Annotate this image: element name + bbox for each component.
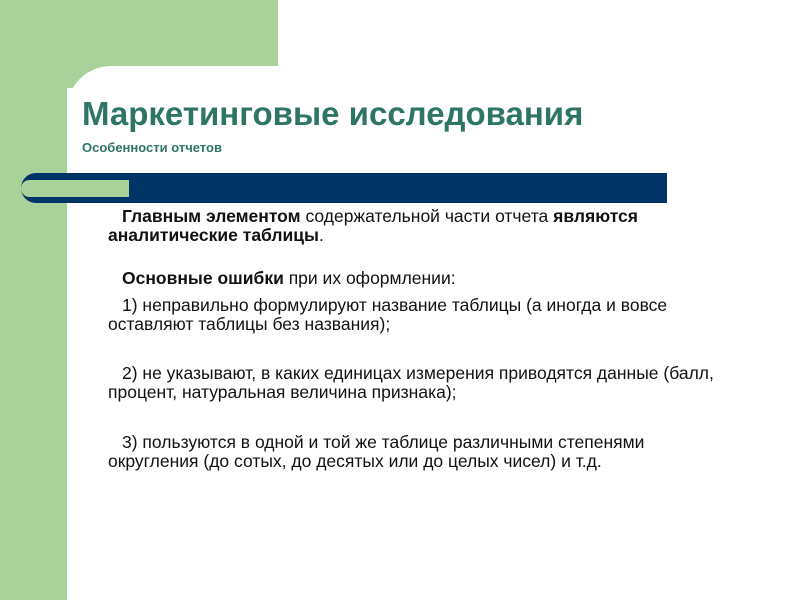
- list-item-2: 2) не указывают, в каких единицах измерения приводятся данные (балл, процент, натуральная величина признака);: [108, 363, 714, 402]
- main-bold-2: являются аналитические таблицы: [108, 206, 638, 245]
- main-text-2: .: [319, 225, 324, 245]
- slide-title: Маркетинговые исследования: [82, 95, 584, 132]
- list-item-3: 3) пользуются в одной и той же таблице различными степенями округления (до сотых, до десятых или до целых чисел) и т.д.: [108, 432, 645, 471]
- errors-bold: Основные ошибки: [122, 268, 284, 288]
- slide-body: [108, 207, 738, 471]
- paragraph-main: [108, 207, 738, 245]
- divider-bar-accent: [21, 180, 129, 197]
- main-bold-1: Главным элементом: [122, 206, 301, 226]
- errors-text: при их оформлении:: [283, 268, 456, 288]
- list-item-1: 1) неправильно формулируют название таблицы (а иногда и вовсе оставляют таблицы без названия);: [108, 295, 668, 334]
- slide-subtitle: Особенности отчетов: [82, 140, 222, 155]
- main-text-1: содержательной части отчета: [300, 206, 554, 226]
- paragraph-errors: [108, 269, 738, 288]
- green-left-strip: [0, 0, 67, 600]
